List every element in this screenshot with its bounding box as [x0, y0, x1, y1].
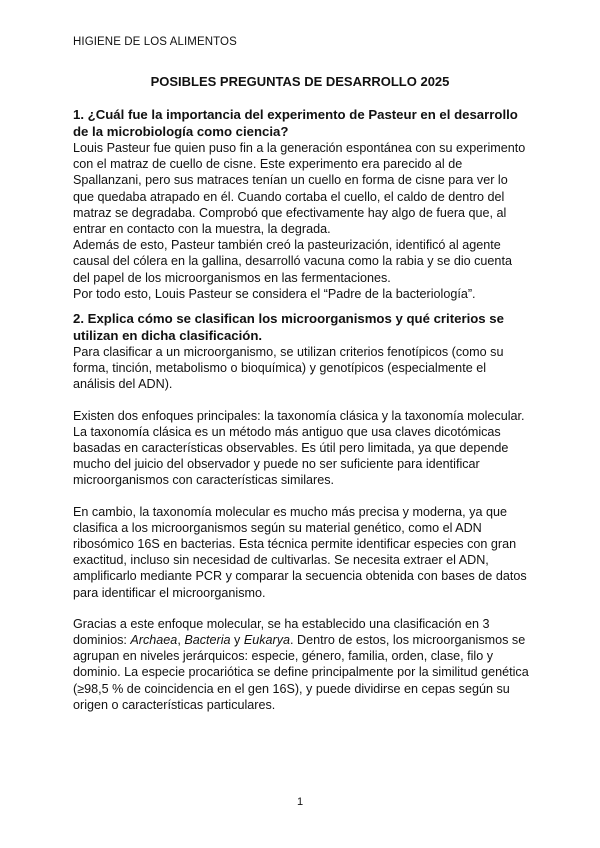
question-1-paragraph-1: Louis Pasteur fue quien puso fin a la generación espontánea con su experimento con el matraz de cuello de cisne. Este experimento era parecido al de Spallanzani, pero sus matraces tenían un cuello en forma de cisne para ver lo que quedaba atrapado en él. Cuando cortaba el cuello, el caldo de dentro del matraz se degradaba. Comprobó que efectivamente hay algo de fuera que, al entrar en contacto con la muestra, la degrada.: [73, 141, 526, 237]
document-body: [73, 106, 531, 713]
question-2-paragraph-3: En cambio, la taxonomía molecular es mucho más precisa y moderna, ya que clasifica a los microorganismos según su material genético, como el ADN ribosómico 16S en bacterias. Esta técnica permite identificar especies con gran exactitud, incluso sin necesidad de cultivarlas. Se necesita extraer el ADN, amplificarlo mediante PCR y comparar la secuencia obtenida con bases de datos para identificar el microorganismo.: [73, 504, 527, 600]
question-2-paragraph-1: Para clasificar a un microorganismo, se utilizan criterios fenotípicos (como su forma, tinción, metabolismo o bioquímica) y genotípicos (especialmente el análisis del ADN).: [73, 345, 504, 392]
domain-eukarya: Eukarya: [243, 633, 291, 648]
question-1-paragraph-2: Además de esto, Pasteur también creó la pasteurización, identificó al agente causal del cólera en la gallina, desarrolló vacuna como la rabia y se dio cuenta del papel de los microorganismos en las fermentaciones.: [73, 238, 512, 285]
page-number: 1: [296, 796, 304, 808]
domain-bacteria: Bacteria: [184, 633, 231, 648]
question-1-heading: 1. ¿Cuál fue la importancia del experimento de Pasteur en el desarrollo de la microbiología como ciencia?: [73, 107, 518, 139]
document-header: HIGIENE DE LOS ALIMENTOS: [73, 36, 237, 48]
question-2-heading: 2. Explica cómo se clasifican los microorganismos y qué criterios se utilizan en dicha clasificación.: [73, 311, 504, 344]
paragraph-4-start: Gracias a este enfoque molecular, se ha establecido una clasificación en 3 dominios:: [73, 616, 490, 648]
question-1-paragraph-3: Por todo esto, Louis Pasteur se considera el “Padre de la bacteriología”.: [73, 286, 476, 301]
document-title: POSIBLES PREGUNTAS DE DESARROLLO 2025: [150, 74, 450, 89]
section-spacer: [73, 302, 531, 310]
separator: y: [230, 633, 244, 648]
question-2-paragraph-4: [73, 616, 531, 713]
domain-archaea: Archaea: [130, 633, 178, 648]
separator: ,: [177, 633, 185, 648]
paragraph-4-end: . Dentro de estos, los microorganismos se agrupan en niveles jerárquicos: especie, género, familia, orden, clase, filo y dominio. La especie procariótica se define principalmente por la similitud genética (≥98,5 % de coincidencia en el gen 16S), y puede dividirse en cepas según su origen o características particulares.: [73, 633, 529, 712]
question-2-paragraph-2: Existen dos enfoques principales: la taxonomía clásica y la taxonomía molecular. La taxonomía clásica es un método más antiguo que usa claves dicotómicas basadas en características observables. Es útil pero limitada, ya que depende mucho del juicio del observador y puede no ser suficiente para identificar microorganismos con características similares.: [73, 408, 525, 488]
